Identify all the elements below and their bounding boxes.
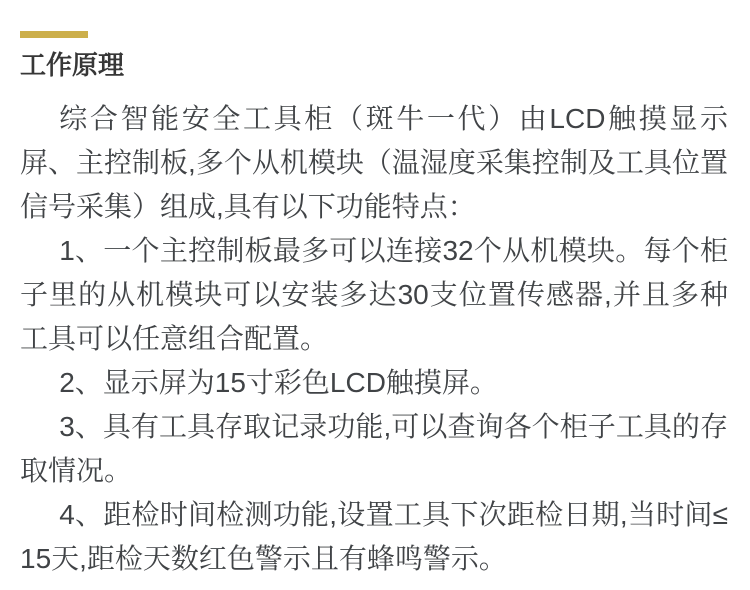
paragraph: 2、显示屏为15寸彩色LCD触摸屏。	[59, 367, 498, 398]
paragraph: 1、一个主控制板最多可以连接32个从机模块。每个柜子里的从机模块可以安装多达30支位置传感器,并且多种工具可以任意组合配置。	[20, 235, 728, 354]
paragraph: 3、具有工具存取记录功能,可以查询各个柜子工具的存取情况。	[20, 411, 728, 486]
page-title: 工作原理	[20, 50, 125, 80]
article-body	[20, 97, 728, 581]
paragraph: 综合智能安全工具柜（斑牛一代）由LCD触摸显示屏、主控制板,多个从机模块（温湿度采集控制及工具位置信号采集）组成,具有以下功能特点：	[20, 103, 728, 222]
paragraph: 4、距检时间检测功能,设置工具下次距检日期,当时间≤15天,距检天数红色警示且有蜂鸣警示。	[20, 499, 728, 574]
accent-bar	[20, 31, 88, 38]
